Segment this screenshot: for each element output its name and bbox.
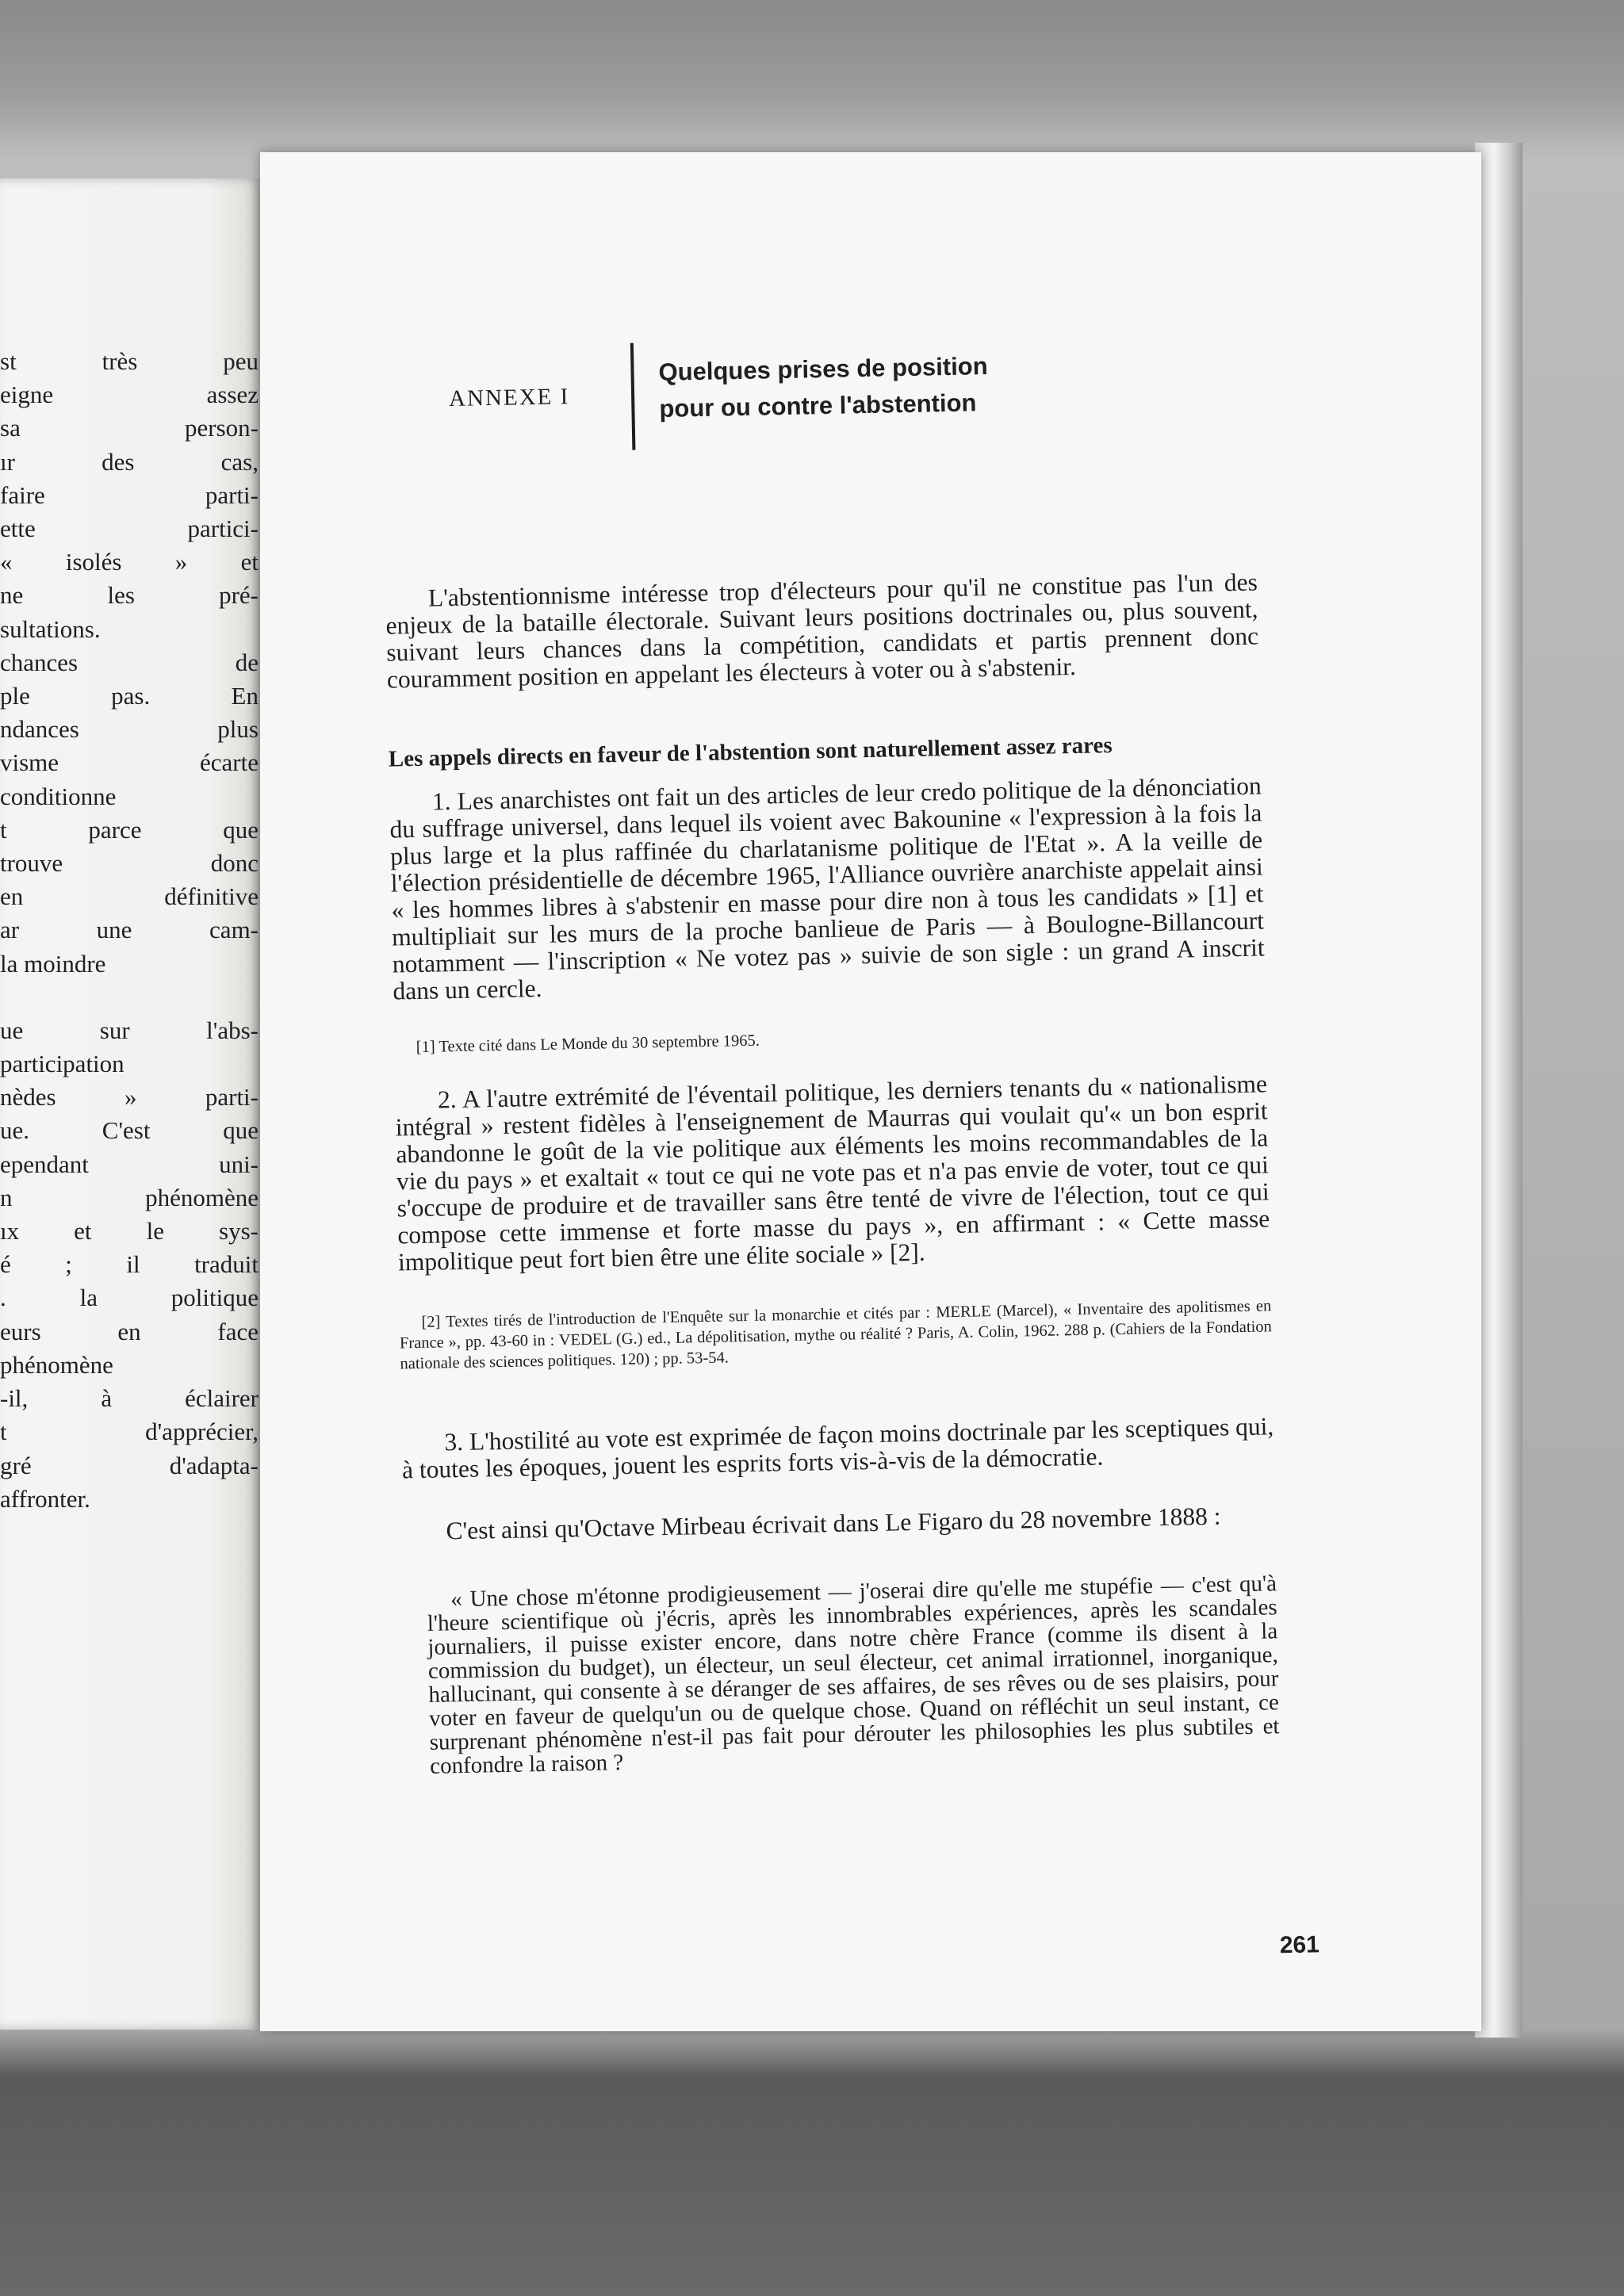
- left-page-line: faire parti-: [0, 480, 259, 509]
- left-page-line: ar une cam-: [0, 916, 259, 944]
- left-page-line: ır des cas,: [0, 447, 259, 476]
- intro-block: [385, 569, 1259, 694]
- annex-label: ANNEXE I: [448, 384, 570, 412]
- paragraph-4: C'est ainsi qu'Octave Mirbeau écrivait dans Le Figaro du 28 novembre 1888 :: [446, 1502, 1221, 1545]
- annex-title-line-2: pour ou contre l'abstention: [659, 388, 977, 423]
- quotation: « Une chose m'étonne prodigieusement — j'oserai dire qu'elle me stupéfie — c'est qu'à l'heure scientifique où j'écris, après les innombrables expériences, après les scandales journaliers, il puisse exister encore, dans notre chère France (comme ils disent à la commission du budget), un électeur, un seul électeur, cet animal irrationnel, inorganique, hallucinant, qui consente à se déranger de ses affaires, de ses rêves ou de ses plaisirs, pour voter en faveur de quelqu'un ou de quelque chose. Quand on réfléchit un seul instant, ce surprenant phénomène n'est-il pas fait pour dérouter les philosophies les plus subtiles et confondre la raison ?: [427, 1571, 1280, 1779]
- left-page-line: n phénomène: [0, 1183, 259, 1211]
- intro-paragraph: L'abstentionnisme intéresse trop d'électeurs pour qu'il ne constitue pas l'un des enjeux de la bataille électorale. Suivant leurs positions doctrinales ou, plus souvent, suivant leurs chances dans la compétition, candidats et partis prennent donc couramment position en appelant les électeurs à voter ou à s'abstenir.: [385, 568, 1259, 694]
- paragraph-3-block: [401, 1413, 1274, 1483]
- left-page-line: gré d'adapta-: [0, 1451, 259, 1479]
- footnote-1: [1] Texte cité dans Le Monde du 30 septembre 1965.: [416, 1031, 760, 1056]
- paragraph-2: 2. A l'autre extrémité de l'éventail politique, les derniers tenants du « nationalisme intégral » restent fidèles à l'enseignement de Maurras qui voulait qu'« un bon esprit abandonne le goût de la vie politique aux éléments les moins recommandables de la vie du pays » et exaltait « tout ce qui ne vote pas et n'a pas envie de voter, tout ce qui s'occupe de produire et de travailler sans être tenté de vivre de l'élection, tout ce qui compose cette immense et forte masse du pays », en affirmant : « Cette masse impolitique peut fort bien être une élite sociale » [2].: [395, 1070, 1270, 1276]
- paragraph-4-block: [403, 1502, 1275, 1545]
- quote-block: [404, 1571, 1280, 1778]
- left-page-line: -il, à éclairer: [0, 1384, 259, 1413]
- left-page-line: st très peu: [0, 347, 259, 375]
- left-page-line: ndances plus: [0, 715, 259, 744]
- left-page-line: en définitive: [0, 882, 259, 911]
- left-page-line: ependant uni-: [0, 1150, 259, 1178]
- left-page-line: ue. C'est que: [0, 1116, 259, 1145]
- left-page-line: participation: [0, 1050, 124, 1078]
- section-heading-block: [389, 729, 1261, 772]
- left-page-line: eigne assez: [0, 381, 259, 409]
- left-page-line: ıx et le sys-: [0, 1217, 259, 1246]
- left-page-gap: [0, 981, 262, 1014]
- left-page-line: é ; il traduit: [0, 1250, 259, 1279]
- left-page-line: ple pas. En: [0, 682, 259, 710]
- paragraph-3: 3. L'hostilité au vote est exprimée de façon moins doctrinale par les sceptiques qui, à toutes les époques, jouent les esprits forts vis-à-vis de la démocratie.: [401, 1412, 1274, 1484]
- annex-title: [658, 348, 989, 427]
- left-page-line: conditionne: [0, 782, 117, 810]
- left-page-line: phénomène: [0, 1350, 113, 1379]
- left-page-line: visme écarte: [0, 748, 259, 777]
- left-page-line: ue sur l'abs-: [0, 1016, 259, 1044]
- annex-title-line-1: Quelques prises de position: [658, 352, 988, 386]
- right-page: [260, 152, 1481, 2031]
- paragraph-1-block: [389, 772, 1266, 1004]
- footnote-2: [2] Textes tirés de l'introduction de l'Enquête sur la monarchie et cités par : MERLE (Marcel), « Inventaire des apolitismes en France », pp. 43-60 in : VEDEL (G.) ed., La dépolitisation, mythe ou réalité ? Paris, A. Colin, 1962. 288 p. (Cahiers de la Fondation nationale des sciences politiques. 120) ; pp. 53-54.: [399, 1297, 1272, 1373]
- left-page-line: eurs en face: [0, 1317, 259, 1345]
- left-page-line: la moindre: [0, 949, 106, 978]
- left-page-line: ne les pré-: [0, 581, 259, 610]
- left-page-line: sa person-: [0, 414, 259, 442]
- annex-divider: [630, 343, 636, 450]
- left-page-line: trouve donc: [0, 849, 259, 878]
- page-content: [242, 140, 1499, 2042]
- left-page-line: sultations.: [0, 614, 101, 643]
- left-page-line: t d'apprécier,: [0, 1418, 259, 1446]
- left-page-line: « isolés » et: [0, 548, 259, 576]
- footnote-1-block: [394, 1020, 1266, 1058]
- left-page-line: nèdes » parti-: [0, 1083, 259, 1112]
- paragraph-2-block: [395, 1070, 1270, 1276]
- left-page-line: t parce que: [0, 815, 259, 844]
- page-number: 261: [1279, 1931, 1320, 1959]
- left-page-line: . la politique: [0, 1284, 259, 1312]
- left-page-line: affronter.: [0, 1484, 90, 1513]
- left-page-text: [0, 345, 262, 1516]
- left-page: [0, 178, 262, 2030]
- paragraph-1: 1. Les anarchistes ont fait un des articles de leur credo politique de la dénonciation du suffrage universel, dans lequel ils voient avec Bakounine « l'expression à la fois la plus large et la plus raffinée du charlatanisme politique de l'Etat ». A la veille de l'élection présidentielle de décembre 1965, l'Alliance ouvrière anarchiste appelait ainsi « les hommes libres à s'abstenir en masse pour dire non à tous les candidats » [1] et multipliait sur les murs de la proche banlieue de Paris — à Boulogne-Billancourt notamment — l'inscription « Ne votez pas » suivie de son sigle : un grand A inscrit dans un cercle.: [389, 771, 1265, 1005]
- section-heading: Les appels directs en faveur de l'abstention sont naturellement assez rares: [388, 733, 1113, 772]
- left-page-line: ette partici-: [0, 515, 259, 543]
- left-page-line: chances de: [0, 648, 259, 676]
- footnote-2-block: [399, 1295, 1272, 1374]
